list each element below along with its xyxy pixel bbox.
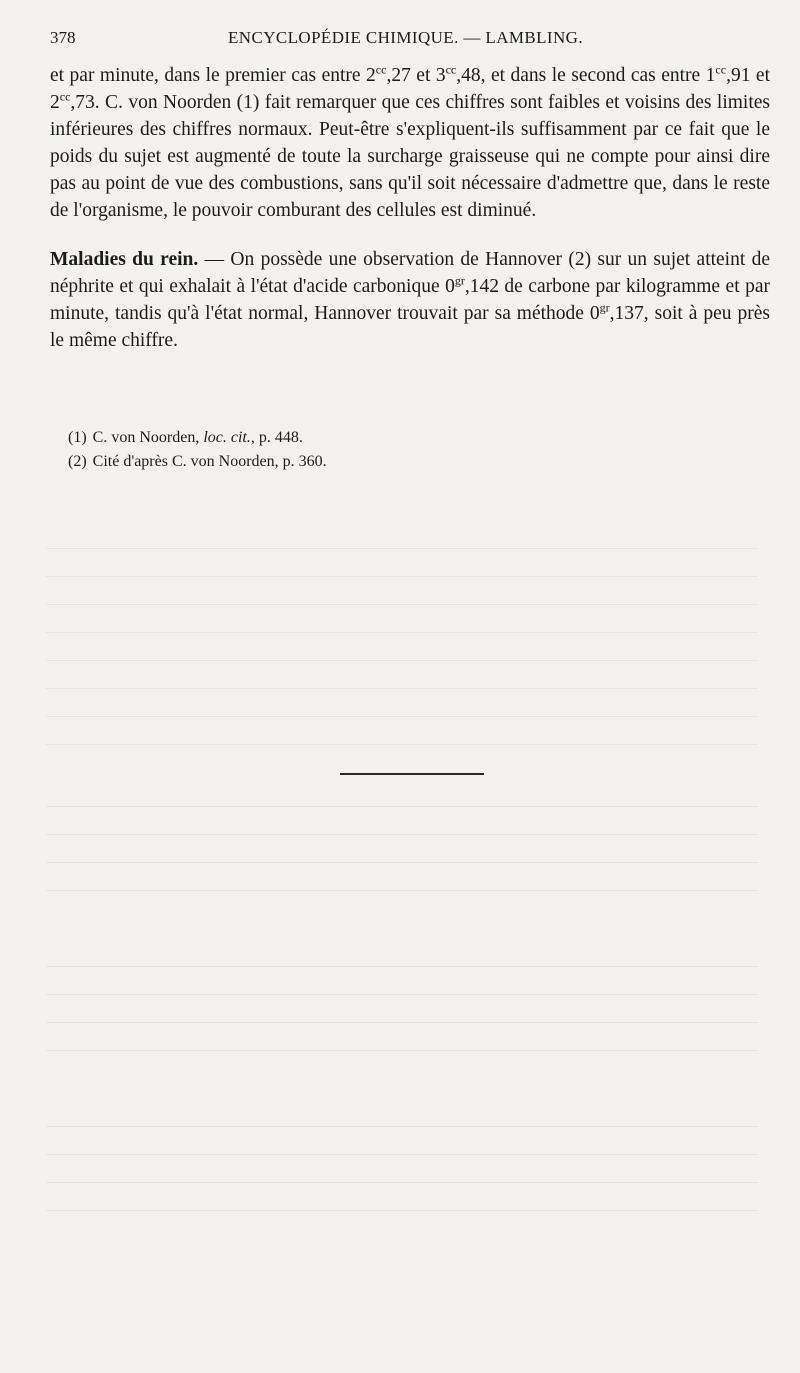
paragraph-obesity-conclusion xyxy=(50,62,770,224)
text-run: ,73. C. von Noorden (1) fait remarquer que ces chiffres sont faibles et voisins des limites inférieures des chiffres normaux. Peut-être s'expliquent-ils suffisamment par ce fait que le poids du sujet est augmenté de toute la surcharge graisseuse qui ne compte pour ainsi dire pas au point de vue des combustions, sans qu'il soit nécessaire d'admettre que, dans le reste de l'organisme, le pouvoir comburant des cellules est diminué. xyxy=(50,92,770,221)
footnote-italic: loc. cit. xyxy=(203,429,251,446)
show-through-line xyxy=(46,548,758,549)
show-through-line xyxy=(46,632,758,633)
unit-superscript: gr xyxy=(454,273,465,288)
show-through-line xyxy=(46,862,758,863)
unit-superscript: cc xyxy=(59,89,71,104)
text-run: ,27 et 3 xyxy=(386,65,446,86)
footnote xyxy=(68,450,768,474)
show-through-line xyxy=(46,716,758,717)
show-through-line xyxy=(46,994,758,995)
section-lead-in: Maladies du rein. xyxy=(50,249,199,270)
page-number: 378 xyxy=(50,28,76,47)
footnote-text: , p. 448. xyxy=(250,429,303,446)
footnotes xyxy=(68,426,768,474)
show-through-line xyxy=(46,688,758,689)
show-through-line xyxy=(46,1210,758,1211)
show-through-line xyxy=(46,834,758,835)
show-through-line xyxy=(46,806,758,807)
text-run: ,137, soit à peu près le même chiffre. xyxy=(50,303,770,351)
running-title: ENCYCLOPÉDIE CHIMIQUE. — LAMBLING. xyxy=(228,28,583,47)
section-divider xyxy=(340,773,484,775)
text-run: et par minute, dans le premier cas entre 2 xyxy=(50,65,376,86)
body-text xyxy=(50,62,770,354)
show-through-line xyxy=(46,1022,758,1023)
show-through-line xyxy=(46,1182,758,1183)
show-through-line xyxy=(46,1050,758,1051)
show-through-line xyxy=(46,890,758,891)
footnote-text: C. von Noorden, xyxy=(92,429,204,446)
show-through-line xyxy=(46,604,758,605)
unit-superscript: cc xyxy=(445,62,457,77)
footnote-text: Cité d'après C. von Noorden, p. 360. xyxy=(92,453,327,470)
paragraph-kidney-diseases xyxy=(50,246,770,354)
text-run: ,48, et dans le second cas entre 1 xyxy=(456,65,716,86)
unit-superscript: cc xyxy=(715,62,727,77)
text-run: ,142 de carbone par kilogramme et par minute, tandis qu'à l'état normal, Hannover trouvait par sa méthode 0 xyxy=(50,276,770,324)
unit-superscript: cc xyxy=(375,62,387,77)
show-through-line xyxy=(46,1154,758,1155)
show-through-line xyxy=(46,966,758,967)
text-run: ,91 et 2 xyxy=(50,65,770,113)
footnote-number: (2) xyxy=(68,453,87,470)
show-through-line xyxy=(46,1126,758,1127)
show-through-line xyxy=(46,744,758,745)
footnote xyxy=(68,426,768,450)
show-through-line xyxy=(46,576,758,577)
show-through-line xyxy=(46,660,758,661)
text-run: — On possède une observation de Hannover (2) sur un sujet atteint de néphrite et qui exhalait à l'état d'acide carbonique 0 xyxy=(50,249,770,297)
page-header xyxy=(50,28,770,54)
unit-superscript: gr xyxy=(599,300,610,315)
footnote-number: (1) xyxy=(68,429,87,446)
